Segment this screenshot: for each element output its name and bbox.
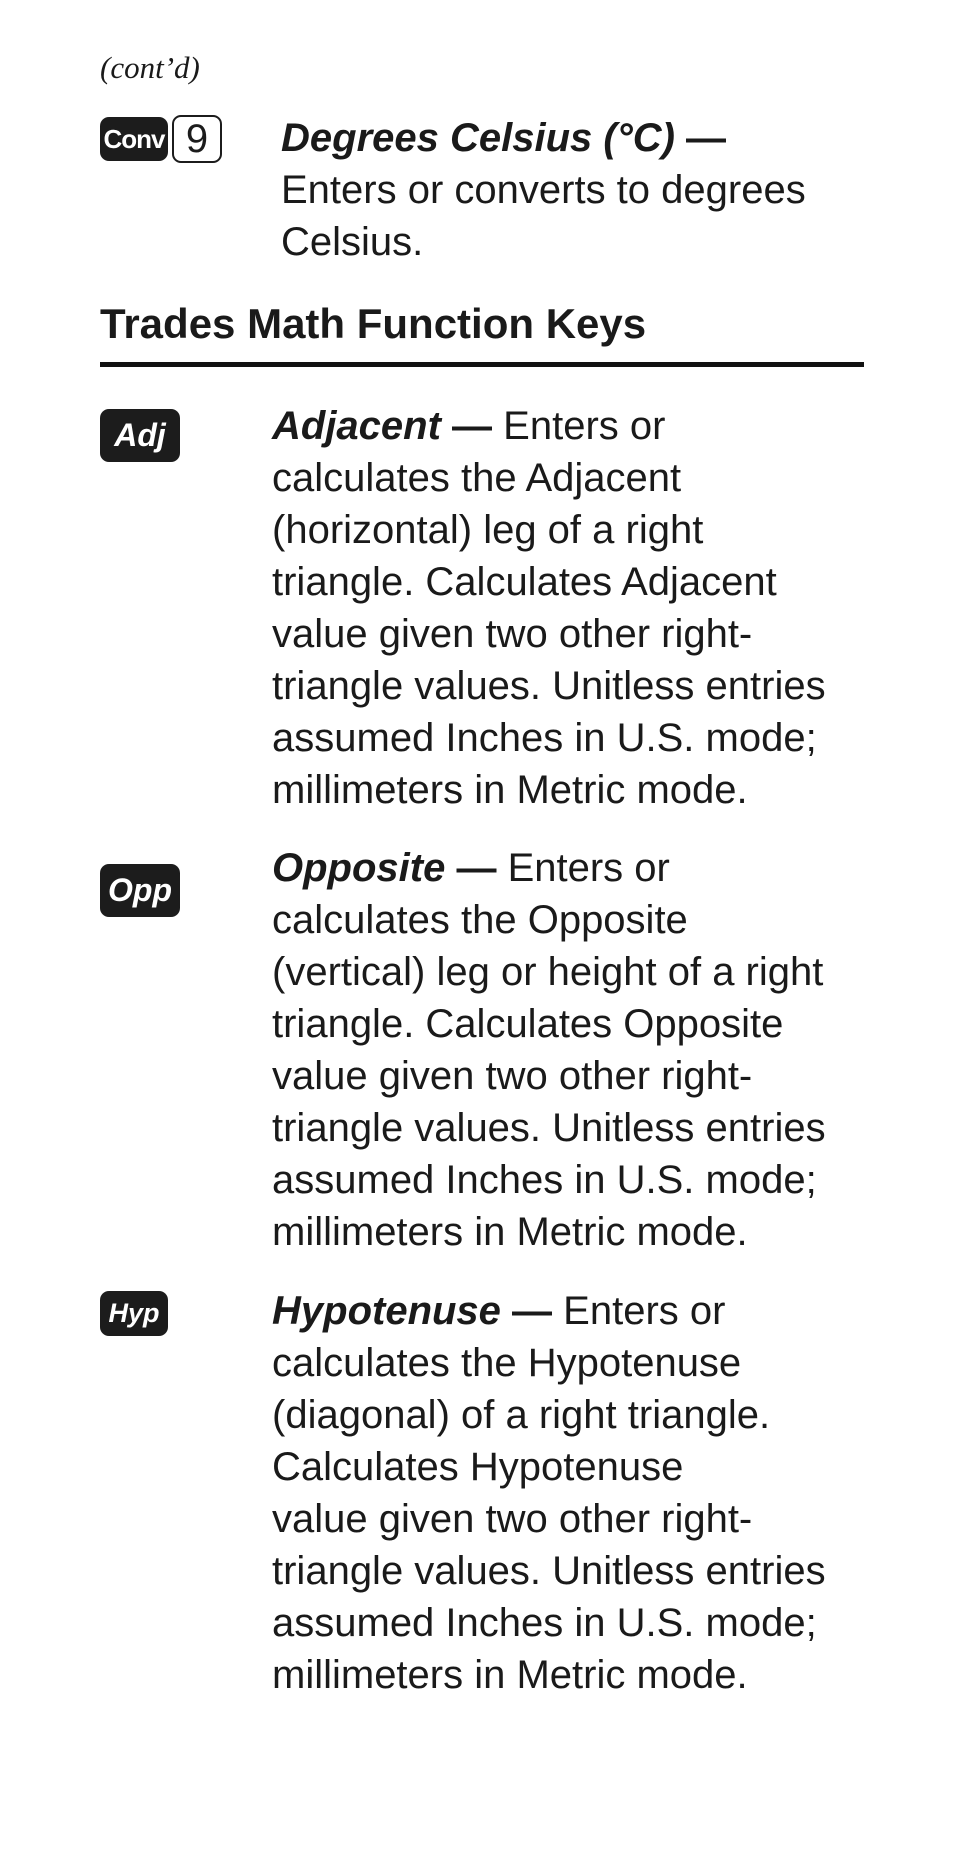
hypotenuse-first-line	[272, 1285, 826, 1337]
adjacent-entry	[272, 400, 826, 816]
opposite-entry	[272, 842, 826, 1258]
celsius-term: Degrees Celsius (°C)	[281, 116, 675, 160]
hyp-key-icon	[100, 1291, 168, 1336]
hypotenuse-entry	[272, 1285, 826, 1701]
opposite-first-line	[272, 842, 826, 894]
opposite-line: assumed Inches in U.S. mode;	[272, 1158, 817, 1202]
adjacent-line: calculates the Adjacent	[272, 456, 682, 500]
section-title: Trades Math Function Keys	[100, 300, 647, 347]
nine-key-icon	[172, 115, 222, 163]
adjacent-line: millimeters in Metric mode.	[272, 768, 748, 812]
adjacent-first-text: Enters or	[503, 404, 666, 448]
adjacent-line: triangle values. Unitless entries	[272, 664, 826, 708]
opposite-line: triangle. Calculates Opposite	[272, 1002, 784, 1046]
opposite-line: value given two other right-	[272, 1054, 753, 1098]
adjacent-term: Adjacent	[272, 404, 441, 448]
opposite-line: triangle values. Unitless entries	[272, 1106, 826, 1150]
celsius-first-line	[281, 112, 806, 164]
opposite-dash: —	[445, 846, 508, 890]
hypotenuse-line: triangle values. Unitless entries	[272, 1549, 826, 1593]
conv-key-icon	[100, 117, 168, 161]
hypotenuse-first-text: Enters or	[563, 1289, 726, 1333]
section-divider	[100, 362, 864, 367]
adjacent-line: value given two other right-	[272, 612, 753, 656]
nine-key-label: 9	[185, 116, 209, 161]
adjacent-first-line	[272, 400, 826, 452]
hypotenuse-line: (diagonal) of a right triangle.	[272, 1393, 771, 1437]
continued-label: (cont’d)	[100, 50, 200, 85]
opp-key-icon	[100, 864, 180, 917]
celsius-entry	[281, 112, 806, 268]
adj-key-label: Adj	[114, 417, 166, 453]
opposite-line: (vertical) leg or height of a right	[272, 950, 824, 994]
adjacent-dash: —	[440, 404, 504, 448]
conv-key-label: Conv	[103, 123, 165, 154]
celsius-line: Enters or converts to degrees	[281, 168, 806, 212]
adj-key-icon	[100, 409, 180, 462]
opposite-line: millimeters in Metric mode.	[272, 1210, 748, 1254]
opposite-line: calculates the Opposite	[272, 898, 688, 942]
hypotenuse-line: millimeters in Metric mode.	[272, 1653, 748, 1697]
celsius-dash: —	[674, 116, 727, 160]
adjacent-line: assumed Inches in U.S. mode;	[272, 716, 817, 760]
hyp-key-label: Hyp	[108, 1298, 160, 1328]
opposite-first-text: Enters or	[507, 846, 670, 890]
celsius-line: Celsius.	[281, 220, 424, 264]
adjacent-line: triangle. Calculates Adjacent	[272, 560, 777, 604]
hypotenuse-line: assumed Inches in U.S. mode;	[272, 1601, 817, 1645]
opposite-term: Opposite	[272, 846, 446, 890]
hypotenuse-line: value given two other right-	[272, 1497, 753, 1541]
adjacent-line: (horizontal) leg of a right	[272, 508, 704, 552]
hypotenuse-line: Calculates Hypotenuse	[272, 1445, 684, 1489]
opp-key-label: Opp	[108, 872, 172, 908]
hypotenuse-line: calculates the Hypotenuse	[272, 1341, 742, 1385]
hypotenuse-dash: —	[500, 1289, 564, 1333]
hypotenuse-term: Hypotenuse	[272, 1289, 501, 1333]
